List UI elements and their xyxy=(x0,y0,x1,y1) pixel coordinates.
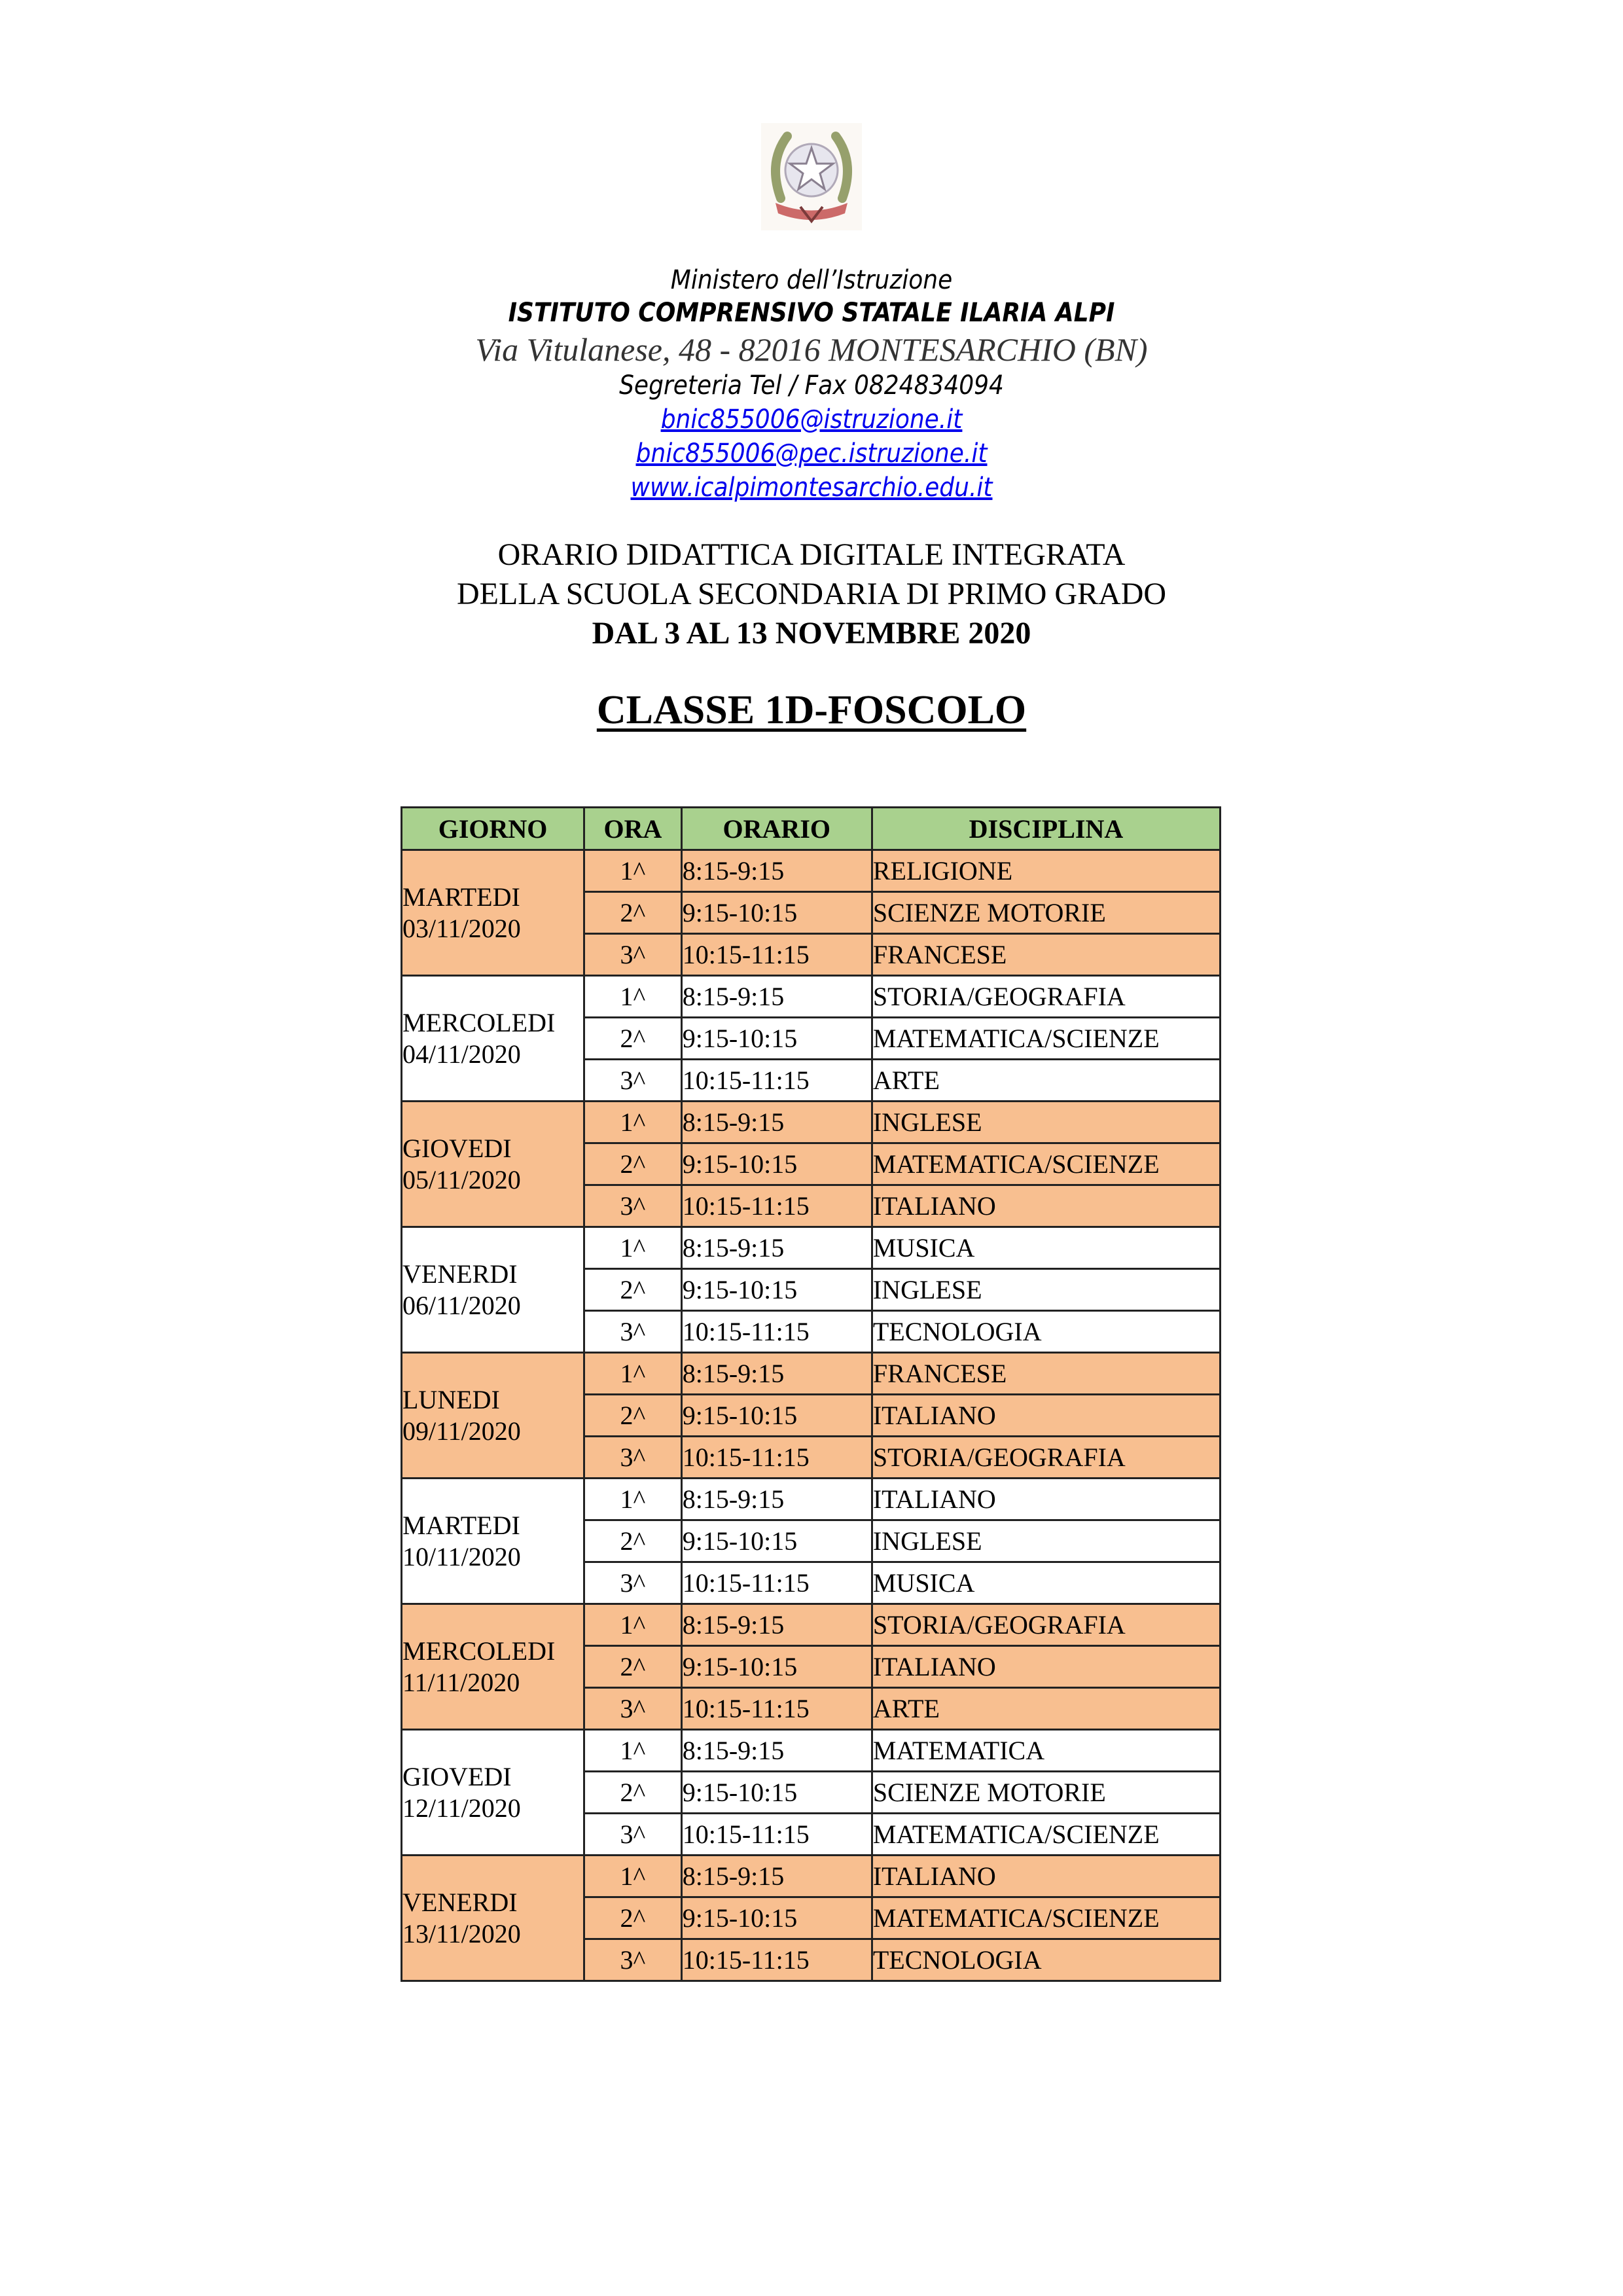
orario-cell: 8:15-9:15 xyxy=(681,1604,872,1646)
title-line-2-text: DELLA SCUOLA SECONDARIA DI PRIMO GRADO xyxy=(456,577,1167,611)
disciplina-cell: INGLESE xyxy=(872,1520,1220,1562)
table-header-row xyxy=(402,808,1221,850)
ora-cell: 2^ xyxy=(584,1143,682,1185)
pec-email-link[interactable]: bnic855006@pec.istruzione.it xyxy=(635,439,988,469)
document-title-line-1 xyxy=(0,537,1623,573)
disciplina-cell: ITALIANO xyxy=(872,1185,1220,1227)
day-cell xyxy=(402,1604,584,1730)
disciplina-cell: SCIENZE MOTORIE xyxy=(872,1772,1220,1814)
column-header-giorno: GIORNO xyxy=(402,808,584,850)
column-header-orario: ORARIO xyxy=(681,808,872,850)
orario-cell: 9:15-10:15 xyxy=(681,1646,872,1688)
orario-cell: 10:15-11:15 xyxy=(681,1060,872,1102)
ora-cell: 2^ xyxy=(584,1772,682,1814)
orario-cell: 9:15-10:15 xyxy=(681,892,872,934)
orario-cell: 10:15-11:15 xyxy=(681,1814,872,1856)
orario-cell: 8:15-9:15 xyxy=(681,1479,872,1520)
day-name: MARTEDI xyxy=(402,1510,520,1540)
disciplina-cell: MATEMATICA/SCIENZE xyxy=(872,1814,1220,1856)
ora-cell: 1^ xyxy=(584,1353,682,1395)
day-date: 09/11/2020 xyxy=(402,1416,521,1446)
disciplina-cell: ARTE xyxy=(872,1060,1220,1102)
ora-cell: 2^ xyxy=(584,1646,682,1688)
disciplina-cell: FRANCESE xyxy=(872,1353,1220,1395)
orario-cell: 9:15-10:15 xyxy=(681,1018,872,1060)
institute-text: ISTITUTO COMPRENSIVO STATALE ILARIA ALPI xyxy=(508,298,1115,328)
orario-cell: 10:15-11:15 xyxy=(681,934,872,976)
ora-cell: 2^ xyxy=(584,1520,682,1562)
day-cell xyxy=(402,1353,584,1479)
disciplina-cell: INGLESE xyxy=(872,1102,1220,1143)
disciplina-cell: STORIA/GEOGRAFIA xyxy=(872,1604,1220,1646)
address-text: Via Vitulanese, 48 - 82016 MONTESARCHIO (BN) xyxy=(475,331,1148,368)
day-date: 04/11/2020 xyxy=(402,1039,521,1069)
ora-cell: 3^ xyxy=(584,1311,682,1353)
day-name: MERCOLEDI xyxy=(402,1636,556,1666)
school-address xyxy=(0,331,1623,368)
orario-cell: 9:15-10:15 xyxy=(681,1520,872,1562)
document-title-line-2 xyxy=(0,576,1623,612)
ora-cell: 3^ xyxy=(584,934,682,976)
day-name: MERCOLEDI xyxy=(402,1007,556,1037)
column-header-ora: ORA xyxy=(584,808,682,850)
day-date: 03/11/2020 xyxy=(402,913,521,943)
schedule-body xyxy=(402,850,1221,1981)
table-row xyxy=(402,1479,1221,1520)
day-date: 12/11/2020 xyxy=(402,1793,521,1823)
day-date: 10/11/2020 xyxy=(402,1541,521,1571)
ora-cell: 3^ xyxy=(584,1437,682,1479)
ministry-text: Ministero dell’Istruzione xyxy=(670,265,953,295)
ora-cell: 1^ xyxy=(584,976,682,1018)
orario-cell: 10:15-11:15 xyxy=(681,1311,872,1353)
ora-cell: 1^ xyxy=(584,1856,682,1897)
day-cell xyxy=(402,976,584,1102)
school-phone xyxy=(0,370,1623,401)
schedule-table xyxy=(401,806,1221,1982)
disciplina-cell: INGLESE xyxy=(872,1269,1220,1311)
table-row xyxy=(402,1604,1221,1646)
ora-cell: 2^ xyxy=(584,892,682,934)
ora-cell: 1^ xyxy=(584,850,682,892)
disciplina-cell: STORIA/GEOGRAFIA xyxy=(872,976,1220,1018)
day-name: VENERDI xyxy=(402,1259,518,1289)
orario-cell: 10:15-11:15 xyxy=(681,1562,872,1604)
column-header-disciplina: DISCIPLINA xyxy=(872,808,1220,850)
ora-cell: 1^ xyxy=(584,1479,682,1520)
day-date: 13/11/2020 xyxy=(402,1918,521,1948)
orario-cell: 8:15-9:15 xyxy=(681,850,872,892)
day-name: GIOVEDI xyxy=(402,1133,512,1163)
ora-cell: 3^ xyxy=(584,1060,682,1102)
table-row xyxy=(402,1102,1221,1143)
day-name: MARTEDI xyxy=(402,882,520,912)
ministry-name xyxy=(0,265,1623,295)
document-date-range xyxy=(0,615,1623,651)
day-cell xyxy=(402,1856,584,1981)
ora-cell: 1^ xyxy=(584,1730,682,1772)
disciplina-cell: FRANCESE xyxy=(872,934,1220,976)
title-line-1-text: ORARIO DIDATTICA DIGITALE INTEGRATA xyxy=(497,537,1126,572)
disciplina-cell: ITALIANO xyxy=(872,1856,1220,1897)
day-cell xyxy=(402,1479,584,1604)
disciplina-cell: MATEMATICA/SCIENZE xyxy=(872,1018,1220,1060)
disciplina-cell: MATEMATICA/SCIENZE xyxy=(872,1143,1220,1185)
date-range-text: DAL 3 AL 13 NOVEMBRE 2020 xyxy=(592,616,1031,651)
disciplina-cell: ITALIANO xyxy=(872,1646,1220,1688)
table-row xyxy=(402,1353,1221,1395)
ora-cell: 3^ xyxy=(584,1562,682,1604)
orario-cell: 8:15-9:15 xyxy=(681,976,872,1018)
table-row xyxy=(402,1227,1221,1269)
day-name: LUNEDI xyxy=(402,1384,500,1414)
ora-cell: 1^ xyxy=(584,1604,682,1646)
table-row xyxy=(402,1856,1221,1897)
italian-republic-emblem-icon xyxy=(761,123,862,230)
disciplina-cell: MATEMATICA/SCIENZE xyxy=(872,1897,1220,1939)
disciplina-cell: STORIA/GEOGRAFIA xyxy=(872,1437,1220,1479)
ora-cell: 3^ xyxy=(584,1185,682,1227)
day-cell xyxy=(402,1227,584,1353)
orario-cell: 9:15-10:15 xyxy=(681,1143,872,1185)
disciplina-cell: MUSICA xyxy=(872,1562,1220,1604)
ora-cell: 3^ xyxy=(584,1814,682,1856)
website-link-container xyxy=(0,473,1623,503)
table-row xyxy=(402,1730,1221,1772)
institute-name xyxy=(0,298,1623,328)
orario-cell: 10:15-11:15 xyxy=(681,1437,872,1479)
orario-cell: 8:15-9:15 xyxy=(681,1856,872,1897)
disciplina-cell: ITALIANO xyxy=(872,1395,1220,1437)
orario-cell: 8:15-9:15 xyxy=(681,1227,872,1269)
ora-cell: 1^ xyxy=(584,1102,682,1143)
disciplina-cell: TECNOLOGIA xyxy=(872,1939,1220,1981)
day-date: 06/11/2020 xyxy=(402,1290,521,1320)
orario-cell: 9:15-10:15 xyxy=(681,1269,872,1311)
ora-cell: 2^ xyxy=(584,1018,682,1060)
ora-cell: 2^ xyxy=(584,1395,682,1437)
ora-cell: 1^ xyxy=(584,1227,682,1269)
ora-cell: 2^ xyxy=(584,1269,682,1311)
day-date: 11/11/2020 xyxy=(402,1667,520,1697)
orario-cell: 10:15-11:15 xyxy=(681,1688,872,1730)
disciplina-cell: TECNOLOGIA xyxy=(872,1311,1220,1353)
table-row xyxy=(402,976,1221,1018)
disciplina-cell: RELIGIONE xyxy=(872,850,1220,892)
disciplina-cell: ARTE xyxy=(872,1688,1220,1730)
orario-cell: 8:15-9:15 xyxy=(681,1102,872,1143)
table-row xyxy=(402,850,1221,892)
pec-link-container xyxy=(0,439,1623,469)
orario-cell: 9:15-10:15 xyxy=(681,1395,872,1437)
class-title xyxy=(0,687,1623,734)
orario-cell: 10:15-11:15 xyxy=(681,1939,872,1981)
phone-text: Segreteria Tel / Fax 0824834094 xyxy=(619,370,1004,401)
ora-cell: 3^ xyxy=(584,1688,682,1730)
day-cell xyxy=(402,1730,584,1856)
orario-cell: 8:15-9:15 xyxy=(681,1730,872,1772)
disciplina-cell: MATEMATICA xyxy=(872,1730,1220,1772)
email-link[interactable]: bnic855006@istruzione.it xyxy=(660,404,963,435)
ora-cell: 3^ xyxy=(584,1939,682,1981)
disciplina-cell: SCIENZE MOTORIE xyxy=(872,892,1220,934)
day-name: GIOVEDI xyxy=(402,1761,512,1791)
day-cell xyxy=(402,850,584,976)
orario-cell: 9:15-10:15 xyxy=(681,1897,872,1939)
disciplina-cell: ITALIANO xyxy=(872,1479,1220,1520)
day-cell xyxy=(402,1102,584,1227)
day-date: 05/11/2020 xyxy=(402,1164,521,1194)
class-title-text: CLASSE 1D-FOSCOLO xyxy=(596,688,1027,732)
email-link-container xyxy=(0,404,1623,435)
disciplina-cell: MUSICA xyxy=(872,1227,1220,1269)
ora-cell: 2^ xyxy=(584,1897,682,1939)
website-link[interactable]: www.icalpimontesarchio.edu.it xyxy=(630,473,993,503)
orario-cell: 9:15-10:15 xyxy=(681,1772,872,1814)
orario-cell: 10:15-11:15 xyxy=(681,1185,872,1227)
day-name: VENERDI xyxy=(402,1887,518,1917)
orario-cell: 8:15-9:15 xyxy=(681,1353,872,1395)
